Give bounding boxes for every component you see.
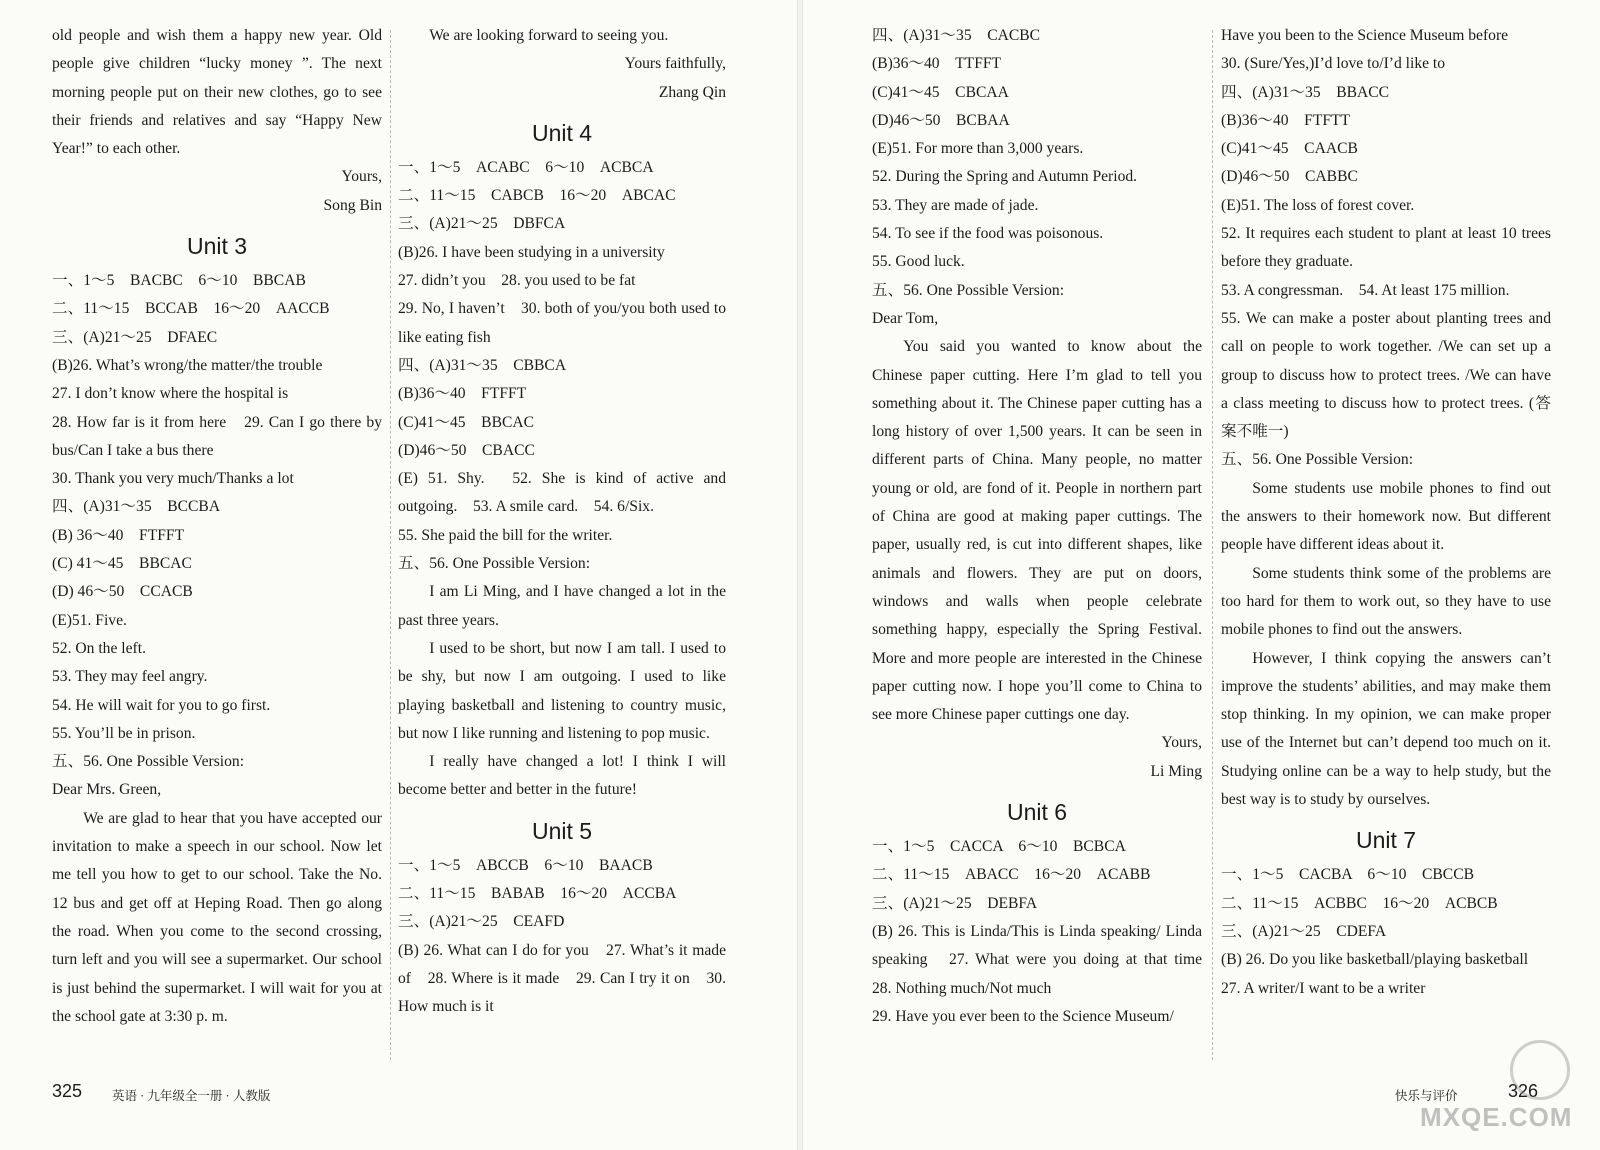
answer-line: 二、11～15 CABCB 16～20 ABCAC: [398, 187, 676, 205]
answer-line: 三、(A)21～25 DBFCA: [398, 215, 566, 233]
answer-line: 54. He will wait for you to go first.: [52, 696, 271, 714]
answer-line: 三、(A)21～25 DFAEC: [52, 328, 218, 346]
unit-heading: Unit 3: [186, 233, 248, 260]
answer-line: 二、11～15 BCCAB 16～20 AACCB: [52, 300, 330, 318]
answer-line: (C)41～45 CAACB: [1221, 140, 1358, 158]
answer-line: Some students use mobile phones to find out the answers to their homework now. But different people have different ideas about it.: [1221, 479, 1551, 554]
answer-line: 三、(A)21～25 CEAFD: [398, 913, 565, 931]
answer-line: Dear Mrs. Green,: [52, 781, 162, 799]
answer-line: 27. didn’t you 28. you used to be fat: [398, 272, 636, 290]
answer-line: 五、56. One Possible Version:: [52, 753, 245, 771]
answer-line: 一、1～5 ACABC 6～10 ACBCA: [398, 158, 654, 176]
answer-line: 29. No, I haven’t 30. both of you/you both used to like eating fish: [398, 300, 726, 346]
answer-line: 二、11～15 ABACC 16～20 ACABB: [872, 866, 1151, 884]
answer-line: 五、56. One Possible Version:: [872, 281, 1065, 299]
answer-line: 52. During the Spring and Autumn Period.: [872, 168, 1138, 186]
answer-line: I really have changed a lot! I think I will become better and better in the future!: [398, 753, 726, 799]
answer-line: 53. A congressman. 54. At least 175 million.: [1221, 281, 1510, 299]
answer-line: 三、(A)21～25 CDEFA: [1221, 922, 1387, 940]
answer-line: 55. Good luck.: [872, 253, 965, 271]
answer-line: I am Li Ming, and I have changed a lot in the past three years.: [398, 583, 726, 629]
column-3: [872, 22, 1218, 1031]
answer-line: Dear Tom,: [872, 309, 939, 327]
footer-left: 英语 · 九年级全一册 · 人教版: [112, 1089, 271, 1103]
watermark-logo: [1420, 1040, 1573, 1135]
answer-line: 一、1～5 ABCCB 6～10 BAACB: [398, 856, 653, 874]
answer-line: (E) 51. Shy. 52. She is kind of active and outgoing. 53. A smile card. 54. 6/Six.: [398, 470, 726, 516]
answer-line: Zhang Qin: [658, 83, 726, 101]
answer-line: 27. I don’t know where the hospital is: [52, 385, 289, 403]
answer-line: 二、11～15 ACBBC 16～20 ACBCB: [1221, 894, 1498, 912]
answer-line: (C) 41～45 BBCAC: [52, 555, 192, 573]
answer-line: 55. She paid the bill for the writer.: [398, 526, 613, 544]
answer-line: 28. How far is it from here 29. Can I go there by bus/Can I take a bus there: [52, 413, 382, 459]
answer-line: 二、11～15 BABAB 16～20 ACCBA: [398, 885, 677, 903]
answer-line: 四、(A)31～35 BCCBA: [52, 498, 221, 516]
answer-line: 55. You’ll be in prison.: [52, 724, 196, 742]
watermark-circle-icon: [1510, 1040, 1570, 1100]
answer-line: 55. We can make a poster about planting trees and call on people to work together. /We can set up a group to discuss how to protect trees. /We can have a class meeting to discuss how to protect trees. (答案不唯一): [1221, 309, 1551, 441]
answer-line: You said you wanted to know about the Chinese paper cutting. Here I’m glad to tell you something about it. The Chinese paper cutting has a long history of over 1,500 years. It can be seen in different parts of China. Many people, no matter young or old, are fond of it. People in northern part of China are good at making paper cuttings. The paper, usually red, is cut into different shapes, like animals and flowers. They are put on doors, windows and walls when people celebrate something happy, especially the Spring Festival. More and more people are interested in the Chinese paper cutting now. I hope you’ll come to China to see more Chinese paper cuttings one day.: [872, 338, 1202, 724]
answer-line: We are glad to hear that you have accepted our invitation to make a speech in our school. Now let me tell you how to get to our school. Take the No. 12 bus and get off at Heping Road. Then go along the road. When you come to the second crossing, turn left and you will see a supermarket. Our school is just behind the supermarket. I will wait for you at the school gate at 3:30 p. m.: [52, 809, 382, 1025]
answer-line: 一、1～5 CACCA 6～10 BCBCA: [872, 838, 1126, 856]
column-4: [1221, 22, 1551, 1003]
answer-line: Have you been to the Science Museum before: [1221, 27, 1509, 44]
answer-line: 52. It requires each student to plant at least 10 trees before they graduate.: [1221, 225, 1551, 271]
answer-line: (D) 46～50 CCACB: [52, 583, 193, 601]
unit-heading: Unit 5: [531, 817, 593, 844]
unit-heading: Unit 7: [1355, 827, 1417, 854]
answer-line: Yours,: [341, 168, 382, 186]
answer-line: 五、56. One Possible Version:: [1221, 451, 1414, 469]
answer-line: (B)36～40 TTFFT: [872, 55, 1002, 73]
answer-line: old people and wish them a happy new year. Old people give children “lucky money ”. The next morning people put on their new clothes, go to see their friends and relatives and say “Happy New Year!” to each other.: [52, 27, 382, 158]
answer-line: (D)46～50 CABBC: [1221, 168, 1358, 186]
answer-line: (E)51. For more than 3,000 years.: [872, 140, 1084, 158]
column-1: [52, 22, 382, 1031]
answer-line: 54. To see if the food was poisonous.: [872, 225, 1104, 243]
answer-line: (B) 36～40 FTFFT: [52, 526, 185, 544]
answer-line: 29. Have you ever been to the Science Museum/: [872, 1007, 1174, 1025]
answer-line: (B)36～40 FTFTT: [1221, 111, 1351, 129]
answer-line: 一、1～5 CACBA 6～10 CBCCB: [1221, 866, 1475, 884]
answer-line: (B)26. What’s wrong/the matter/the trouble: [52, 356, 323, 374]
answer-line: 53. They may feel angry.: [52, 668, 208, 686]
footer-right: 快乐与评价: [1395, 1089, 1458, 1103]
answer-line: However, I think copying the answers can’t improve the students’ abilities, and may make them stop thinking. In my opinion, we can make proper use of the Internet but can’t depend too much on it. Studying online can be a way to help study, but the best way is to study by ourselves.: [1221, 649, 1551, 809]
column-2: [398, 22, 726, 1022]
answer-line: Li Ming: [1150, 762, 1202, 780]
column-divider: [1212, 30, 1213, 1060]
answer-line: (B)26. I have been studying in a university: [398, 243, 665, 261]
answer-line: 53. They are made of jade.: [872, 196, 1039, 214]
answer-line: 三、(A)21～25 DEBFA: [872, 894, 1038, 912]
answer-line: (E)51. The loss of forest cover.: [1221, 196, 1415, 214]
answer-line: 一、1～5 BACBC 6～10 BBCAB: [52, 272, 306, 290]
right-page: [800, 0, 1600, 1150]
answer-line: (E)51. Five.: [52, 611, 127, 629]
unit-heading: Unit 6: [1006, 799, 1068, 826]
answer-line: 30. (Sure/Yes,)I’d love to/I’d like to: [1221, 55, 1446, 73]
answer-line: Some students think some of the problems are too hard for them to work out, so they have to use mobile phones to find out the answers.: [1221, 564, 1551, 639]
watermark-text: MXQE.COM: [1420, 1102, 1573, 1132]
answer-line: (B) 26. Do you like basketball/playing basketball: [1221, 951, 1529, 969]
page-number-left: 325: [52, 1081, 83, 1101]
answer-line: 30. Thank you very much/Thanks a lot: [52, 470, 294, 488]
answer-line: 四、(A)31～35 CBBCA: [398, 356, 567, 374]
answer-line: 四、(A)31～35 BBACC: [1221, 83, 1390, 101]
answer-line: (D)46～50 BCBAA: [872, 111, 1010, 129]
answer-line: (B)36～40 FTFFT: [398, 385, 527, 403]
answer-line: 五、56. One Possible Version:: [398, 555, 591, 573]
column-divider: [390, 30, 391, 1060]
answer-line: 27. A writer/I want to be a writer: [1221, 979, 1426, 997]
answer-line: We are looking forward to seeing you.: [429, 27, 669, 44]
answer-line: (B) 26. What can I do for you 27. What’s it made of 28. Where is it made 29. Can I try it on 30. How much is it: [398, 941, 726, 1016]
unit-heading: Unit 4: [531, 119, 593, 146]
answer-line: (C)41～45 BBCAC: [398, 413, 535, 431]
answer-line: Yours,: [1161, 734, 1202, 752]
answer-line: Song Bin: [323, 196, 382, 214]
answer-line: 四、(A)31～35 CACBC: [872, 27, 1041, 44]
answer-line: (D)46～50 CBACC: [398, 441, 535, 459]
answer-line: Yours faithfully,: [624, 55, 726, 73]
answer-line: (B) 26. This is Linda/This is Linda speaking/ Linda speaking 27. What were you doing at that time 28. Nothing much/Not much: [872, 922, 1218, 997]
answer-line: I used to be short, but now I am tall. I used to be shy, but now I am outgoing. I used to like playing basketball and listening to country music, but now I like running and listening to pop music.: [398, 639, 726, 742]
answer-line: (C)41～45 CBCAA: [872, 83, 1009, 101]
page-number-right: 326: [1508, 1081, 1539, 1101]
answer-line: 52. On the left.: [52, 639, 146, 657]
